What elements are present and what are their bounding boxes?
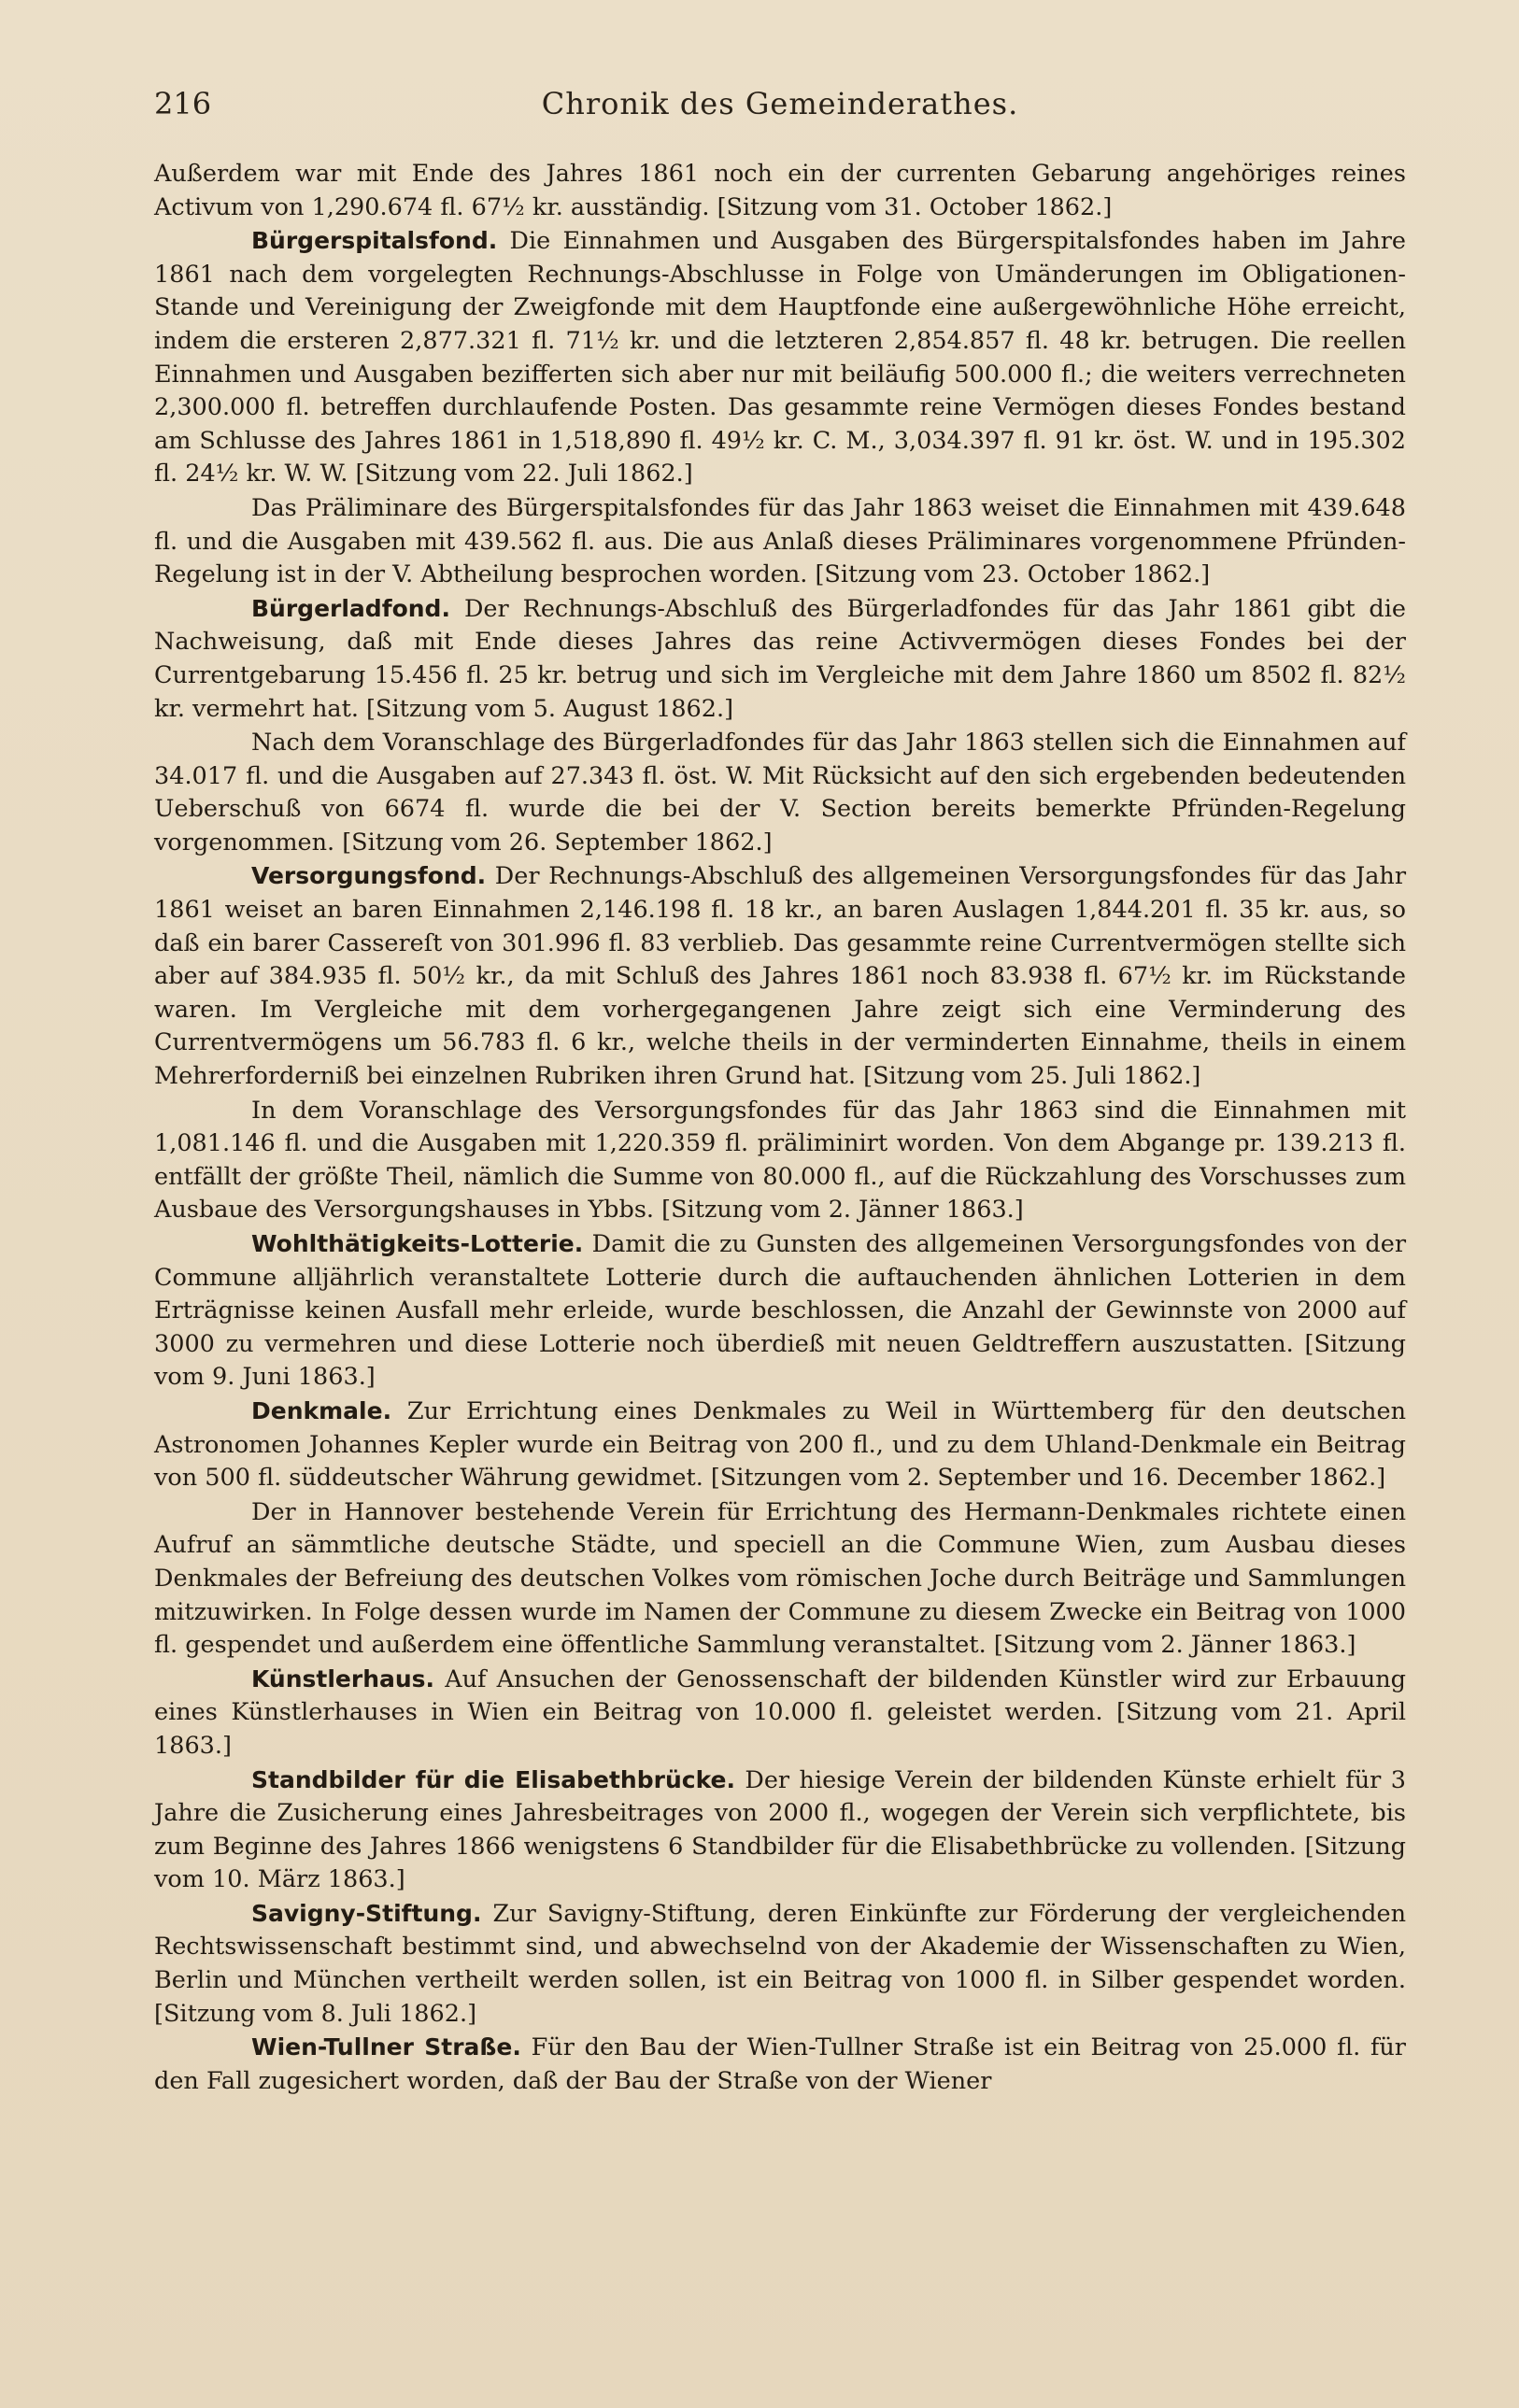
body-text (154, 157, 1406, 2098)
paragraph-text: Der hiesige Verein der bildenden Künste erhielt für 3 Jahre die Zusicherung eines Jahresbeitrages von 2000 fl., wogegen der Verein sich verpflichtete, bis zum Beginne des Jahres 1866 wenigstens 6 Standbilder für die Elisabethbrücke zu vollenden. [Sitzung vom 10. März 1863.] (154, 1765, 1406, 1894)
paragraph-text: Für den Bau der Wien-Tullner Straße ist ein Beitrag von 25.000 fl. für den Fall zugesichert worden, daß der Bau der Straße von der Wiener (154, 2033, 1406, 2095)
paragraph-activum (154, 157, 1406, 224)
paragraph-voranschlag-buergerlad (154, 726, 1406, 859)
paragraph-heading: Bürgerladfond. (251, 594, 450, 622)
paragraph-heading: Wien-Tullner Straße. (251, 2033, 521, 2061)
paragraph-text: Damit die zu Gunsten des allgemeinen Versorgungsfondes von der Commune alljährlich veranstaltete Lotterie durch die auftauchenden ähnlichen Lotterien in dem Erträgnisse keinen Ausfall mehr erleide, wurde beschlossen, die Anzahl der Gewinnste von 2000 auf 3000 zu vermehren und diese Lotterie noch überdieß mit neuen Geldtreffern auszustatten. [Sitzung vom 9. Juni 1863.] (154, 1230, 1407, 1392)
paragraph-savigny-stiftung (154, 1897, 1406, 2031)
running-head (154, 86, 1406, 133)
paragraph-praeliminare (154, 491, 1406, 592)
paragraph-voranschlag-versorgung (154, 1094, 1406, 1227)
paragraph-text: Der Rechnungs-Abschluß des Bürgerladfondes für das Jahr 1861 gibt die Nachweisung, daß mit Ende dieses Jahres das reine Activvermögen dieses Fondes bei der Currentgebarung 15.456 fl. 25 kr. betrug und sich im Vergleiche mit dem Jahre 1860 um 8502 fl. 82½ kr. vermehrt hat. [Sitzung vom 5. August 1862.] (154, 594, 1406, 723)
paragraph-text: Auf Ansuchen der Genossenschaft der bildenden Künstler wird zur Erbauung eines Künstlerhauses in Wien ein Beitrag von 10.000 fl. geleistet werden. [Sitzung vom 21. April 1863.] (154, 1664, 1406, 1760)
paragraph-heading: Versorgungsfond. (251, 862, 487, 890)
paragraph-text: In dem Voranschlage des Versorgungsfondes für das Jahr 1863 sind die Einnahmen mit 1,081.146 fl. und die Ausgaben mit 1,220.359 fl. präliminirt worden. Von dem Abgange pr. 139.213 fl. entfällt der größte Theil, nämlich die Summe von 80.000 fl., auf die Rückzahlung des Vorschusses zum Ausbaue des Versorgungshauses in Ybbs. [Sitzung vom 2. Jänner 1863.] (154, 1096, 1406, 1225)
paragraph-text: Zur Savigny-Stiftung, deren Einkünfte zur Förderung der vergleichenden Rechtswissenschaft bestimmt sind, und abwechselnd von der Akademie der Wissenschaften zu Wien, Berlin und München vertheilt werden sollen, ist ein Beitrag von 1000 fl. in Silber gespendet worden. [Sitzung vom 8. Juli 1862.] (154, 1899, 1407, 2028)
header-title: Chronik des Gemeinderathes. (541, 86, 1019, 121)
paragraph-standbilder (154, 1764, 1406, 1897)
paragraph-heading: Künstlerhaus. (251, 1664, 435, 1693)
paragraph-heading: Denkmale. (251, 1396, 392, 1424)
paragraph-wohlthaetigkeits-lotterie (154, 1227, 1406, 1395)
paragraph-text: Außerdem war mit Ende des Jahres 1861 noch ein der currenten Gebarung angehöriges reines Activum von 1,290.674 fl. 67½ kr. ausständig. [Sitzung vom 31. October 1862.] (154, 160, 1406, 221)
paragraph-text: Der in Hannover bestehende Verein für Errichtung des Hermann-Denkmales richtete einen Aufruf an sämmtliche deutsche Städte, und speciell an die Commune Wien, zum Ausbau dieses Denkmales der Befreiung des deutschen Volkes vom römischen Joche durch Beiträge und Sammlungen mitzuwirken. In Folge dessen wurde im Namen der Commune zu diesem Zwecke ein Beitrag von 1000 fl. gespendet und außerdem eine öffentliche Sammlung veranstaltet. [Sitzung vom 2. Jänner 1863.] (154, 1497, 1406, 1660)
paragraph-text: Das Präliminare des Bürgerspitalsfondes für das Jahr 1863 weiset die Einnahmen mit 439.648 fl. und die Ausgaben mit 439.562 fl. aus. Die aus Anlaß dieses Präliminares vorgenommene Pfründen-Regelung ist in der V. Abtheilung besprochen worden. [Sitzung vom 23. October 1862.] (154, 493, 1406, 589)
paragraph-heading: Savigny-Stiftung. (251, 1899, 482, 1927)
paragraph-buergerladfond (154, 592, 1406, 726)
paragraph-text: Zur Errichtung eines Denkmales zu Weil in Württemberg für den deutschen Astronomen Johannes Kepler wurde ein Beitrag von 200 fl., und zu dem Uhland-Denkmale ein Beitrag von 500 fl. süddeutscher Währung gewidmet. [Sitzungen vom 2. September und 16. December 1862.] (154, 1396, 1406, 1493)
paragraph-buergerspitalsfond (154, 224, 1406, 491)
paragraph-kuenstlerhaus (154, 1663, 1406, 1764)
paragraph-text: Die Einnahmen und Ausgaben des Bürgerspitalsfondes haben im Jahre 1861 nach dem vorgelegten Rechnungs-Abschlusse in Folge von Umänderungen im Obligationen-Stande und Vereinigung der Zweigfonde mit dem Hauptfonde eine außergewöhnliche Höhe erreicht, indem die ersteren 2,877.321 fl. 71½ kr. und die letzteren 2,854.857 fl. 48 kr. betrugen. Die reellen Einnahmen und Ausgaben bezifferten sich aber nur mit beiläufig 500.000 fl.; die weiters verrechneten 2,300.000 fl. betreffen durchlaufende Posten. Das gesammte reine Vermögen dieses Fondes bestand am Schlusse des Jahres 1861 in 1,518,890 fl. 49½ kr. C. M., 3,034.397 fl. 91 kr. öst. W. und in 195.302 fl. 24½ kr. W. W. [Sitzung vom 22. Juli 1862.] (154, 227, 1406, 489)
paragraph-hermann-denkmal (154, 1495, 1406, 1663)
paragraph-versorgungsfond (154, 859, 1406, 1093)
paragraph-wien-tullner-strasse (154, 2031, 1406, 2098)
paragraph-heading: Bürgerspitalsfond. (251, 227, 498, 255)
paragraph-text: Nach dem Voranschlage des Bürgerladfondes für das Jahr 1863 stellen sich die Einnahmen auf 34.017 fl. und die Ausgaben auf 27.343 fl. öst. W. Mit Rücksicht auf den sich ergebenden bedeutenden Ueberschuß von 6674 fl. wurde die bei der V. Section bereits bemerkte Pfründen-Regelung vorgenommen. [Sitzung vom 26. September 1862.] (154, 729, 1406, 857)
page-number: 216 (154, 86, 212, 121)
paragraph-text: Der Rechnungs-Abschluß des allgemeinen Versorgungsfondes für das Jahr 1861 weiset an baren Einnahmen 2,146.198 fl. 18 kr., an baren Auslagen 1,844.201 fl. 35 kr. aus, so daß ein barer Cassereſt von 301.996 fl. 83 verblieb. Das gesammte reine Currentvermögen stellte sich aber auf 384.935 fl. 50½ kr., da mit Schluß des Jahres 1861 noch 83.938 fl. 67½ kr. im Rückstande waren. Im Vergleiche mit dem vorhergegangenen Jahre zeigt sich eine Verminderung des Currentvermögens um 56.783 fl. 6 kr., welche theils in der verminderten Einnahme, theils in einem Mehrerforderniß bei einzelnen Rubriken ihren Grund hat. [Sitzung vom 25. Juli 1862.] (154, 862, 1407, 1091)
paragraph-denkmale (154, 1395, 1406, 1495)
paragraph-heading: Wohlthätigkeits-Lotterie. (251, 1230, 584, 1257)
paragraph-heading: Standbilder für die Elisabethbrücke. (251, 1765, 735, 1793)
